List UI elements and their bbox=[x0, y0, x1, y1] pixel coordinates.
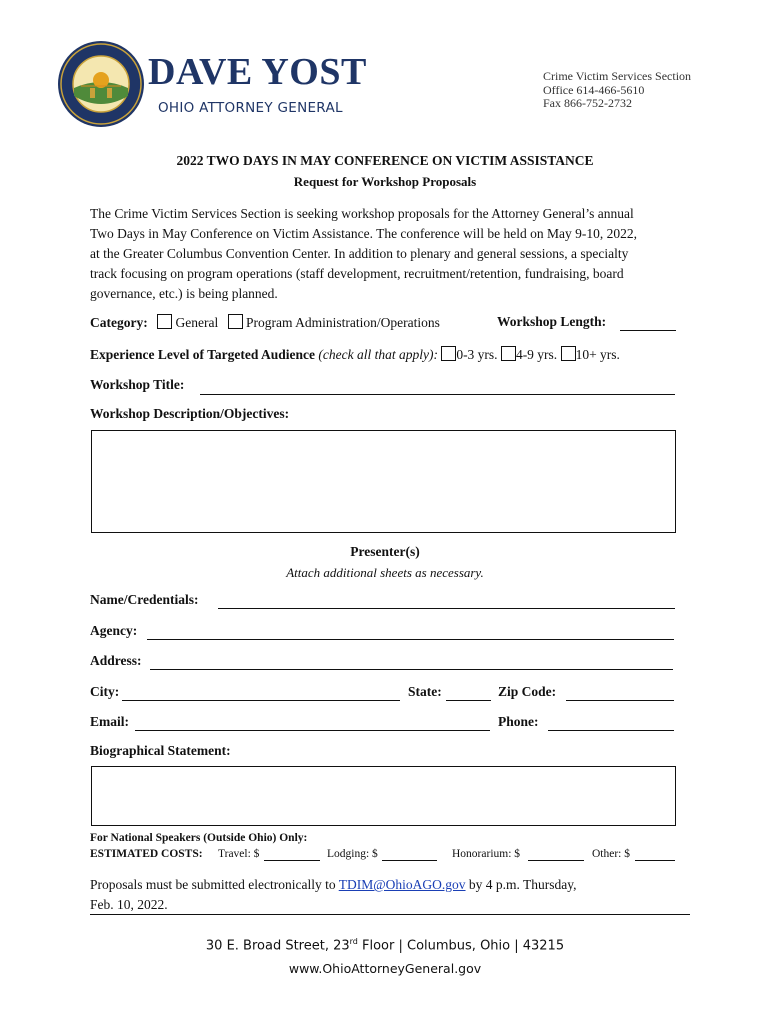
experience-row bbox=[90, 346, 620, 363]
brand-office: OHIO ATTORNEY GENERAL bbox=[158, 100, 343, 116]
experience-label: Experience Level of Targeted Audience bbox=[90, 347, 315, 362]
workshop-description-label: Workshop Description/Objectives: bbox=[90, 406, 290, 421]
category-row bbox=[90, 314, 440, 331]
experience-0-3-label: 0-3 yrs. bbox=[456, 347, 498, 362]
experience-4-9-label: 4-9 yrs. bbox=[515, 347, 558, 362]
costs-heading: For National Speakers (Outside Ohio) Only: bbox=[90, 832, 308, 844]
category-general-checkbox[interactable] bbox=[157, 314, 172, 329]
category-admin-label: Program Administration/Operations bbox=[245, 315, 440, 330]
travel-label: Travel: $ bbox=[218, 848, 260, 860]
attorney-general-seal bbox=[57, 40, 145, 128]
workshop-title-field[interactable] bbox=[200, 394, 675, 395]
brand-name: DAVE YOST bbox=[148, 51, 367, 93]
state-label: State: bbox=[408, 684, 442, 699]
workshop-length-field[interactable] bbox=[620, 330, 676, 331]
experience-10-plus-label: 10+ yrs. bbox=[575, 347, 620, 362]
intro-line: at the Greater Columbus Convention Center. In addition to plenary and general sessions, a specialty bbox=[90, 246, 629, 261]
submission-instructions bbox=[90, 875, 577, 915]
name-credentials-field[interactable] bbox=[218, 608, 675, 609]
submission-text-after: by 4 p.m. Thursday, bbox=[465, 877, 577, 892]
category-admin-checkbox[interactable] bbox=[228, 314, 243, 329]
honorarium-label: Honorarium: $ bbox=[452, 848, 521, 860]
submission-email-link[interactable]: TDIM@OhioAGO.gov bbox=[338, 877, 466, 892]
travel-field[interactable] bbox=[264, 860, 320, 861]
contact-fax: Fax 866-752-2732 bbox=[543, 96, 632, 110]
intro-line: Two Days in May Conference on Victim Assistance. The conference will be held on May 9-10, 2022, bbox=[90, 226, 637, 241]
footer-address-pre: 30 E. Broad Street, 23 bbox=[205, 938, 350, 954]
agency-field[interactable] bbox=[147, 639, 674, 640]
intro-line: The Crime Victim Services Section is seeking workshop proposals for the Attorney General’s annual bbox=[90, 206, 634, 221]
other-label: Other: $ bbox=[592, 848, 631, 860]
document-subtitle: Request for Workshop Proposals bbox=[293, 174, 477, 189]
agency-label: Agency: bbox=[90, 623, 138, 638]
intro-line: track focusing on program operations (staff development, recruitment/retention, fundraising, board bbox=[90, 266, 624, 281]
submission-deadline: Feb. 10, 2022. bbox=[90, 897, 168, 912]
zip-code-label: Zip Code: bbox=[498, 684, 557, 699]
address-label: Address: bbox=[90, 653, 142, 668]
footer-divider bbox=[90, 914, 690, 915]
footer-address bbox=[0, 937, 770, 953]
phone-label: Phone: bbox=[498, 714, 539, 729]
contact-office-phone: Office 614-466-5610 bbox=[543, 82, 645, 97]
footer-address-sup: rd bbox=[349, 937, 358, 946]
workshop-description-box[interactable] bbox=[91, 430, 676, 533]
experience-0-3-checkbox[interactable] bbox=[441, 346, 456, 361]
experience-4-9-checkbox[interactable] bbox=[501, 346, 516, 361]
experience-hint: (check all that apply): bbox=[318, 347, 438, 362]
estimated-costs-label: ESTIMATED COSTS: bbox=[90, 848, 203, 860]
biographical-statement-label: Biographical Statement: bbox=[90, 743, 231, 758]
category-general-label: General bbox=[175, 315, 219, 330]
workshop-title-label: Workshop Title: bbox=[90, 377, 185, 392]
footer-website[interactable]: www.OhioAttorneyGeneral.gov bbox=[288, 961, 482, 976]
footer-address-post: Floor | Columbus, Ohio | 43215 bbox=[357, 938, 565, 954]
category-label: Category: bbox=[90, 315, 148, 330]
email-label: Email: bbox=[90, 714, 129, 729]
city-field[interactable] bbox=[122, 700, 400, 701]
document-title: 2022 TWO DAYS IN MAY CONFERENCE ON VICTIM ASSISTANCE bbox=[176, 153, 594, 168]
other-field[interactable] bbox=[635, 860, 675, 861]
zip-code-field[interactable] bbox=[566, 700, 674, 701]
presenter-note: Attach additional sheets as necessary. bbox=[286, 565, 484, 580]
experience-10-plus-checkbox[interactable] bbox=[561, 346, 576, 361]
phone-field[interactable] bbox=[548, 730, 674, 731]
section-contact bbox=[543, 70, 691, 111]
lodging-label: Lodging: $ bbox=[327, 848, 378, 860]
contact-section: Crime Victim Services Section bbox=[543, 69, 692, 83]
submission-line bbox=[90, 875, 577, 895]
email-field[interactable] bbox=[135, 730, 490, 731]
submission-text-before: Proposals must be submitted electronically to bbox=[90, 877, 339, 892]
biographical-statement-box[interactable] bbox=[91, 766, 676, 826]
address-field[interactable] bbox=[150, 669, 673, 670]
workshop-length-label: Workshop Length: bbox=[497, 314, 607, 329]
state-field[interactable] bbox=[446, 700, 491, 701]
presenter-heading: Presenter(s) bbox=[350, 544, 420, 559]
honorarium-field[interactable] bbox=[528, 860, 584, 861]
name-credentials-label: Name/Credentials: bbox=[90, 592, 199, 607]
intro-paragraph bbox=[90, 204, 637, 304]
city-label: City: bbox=[90, 684, 120, 699]
lodging-field[interactable] bbox=[382, 860, 437, 861]
intro-line: governance, etc.) is being planned. bbox=[90, 286, 278, 301]
